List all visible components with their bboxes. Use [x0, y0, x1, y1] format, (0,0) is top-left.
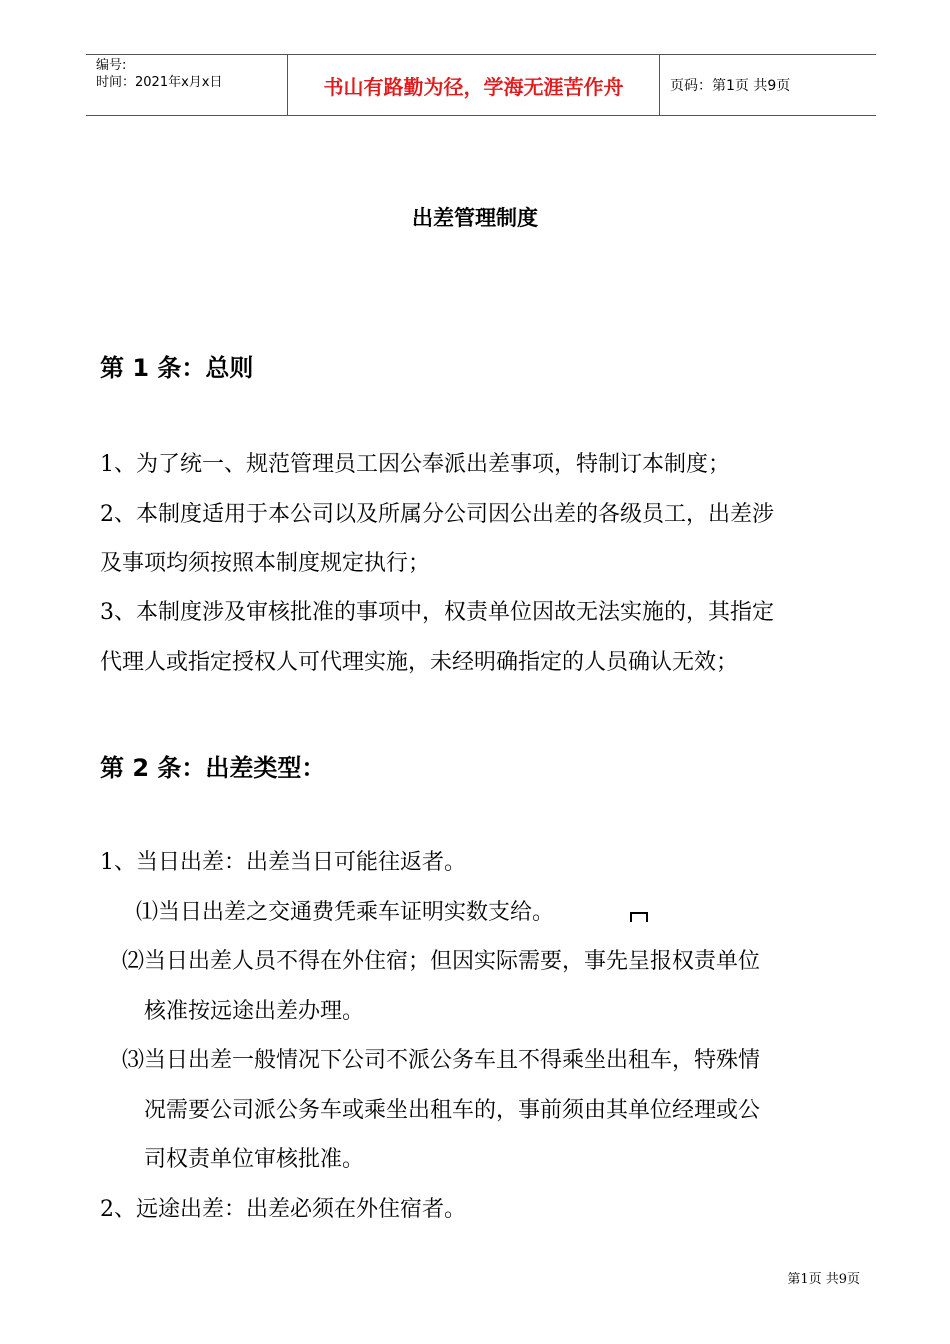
header-page-label: 页码：第1页 共9页: [670, 78, 791, 94]
article-2-line-7: 司权责单位审核批准。: [144, 1147, 365, 1172]
page-header: [86, 54, 876, 116]
header-meta: [86, 55, 288, 115]
article-1-line-1: 1、为了统一、规范管理员工因公奉派出差事项，特制订本制度；: [100, 452, 730, 477]
article-1-line-4: 3、本制度涉及审核批准的事项中，权责单位因故无法实施的，其指定: [100, 600, 774, 625]
article-2-line-5: ⑶当日出差一般情况下公司不派公务车且不得乘坐出租车，特殊情: [122, 1048, 761, 1073]
article-2-line-3: ⑵当日出差人员不得在外住宿；但因实际需要，事先呈报权责单位: [122, 949, 761, 974]
article-2-heading: 第 2 条：出差类型：: [100, 754, 326, 782]
document-number-label: 编号:: [96, 58, 127, 73]
header-motto: 书山有路勤为径，学海无涯苦作舟: [288, 55, 660, 115]
document-time-label: 时间：2021年x月x日: [96, 75, 223, 90]
article-1-line-2: 2、本制度适用于本公司以及所属分公司因公出差的各级员工，出差涉: [100, 502, 774, 527]
article-1-line-3: 及事项均须按照本制度规定执行；: [100, 551, 431, 576]
article-2-line-4: 核准按远途出差办理。: [144, 999, 365, 1024]
revision-mark-icon: [630, 912, 648, 922]
page-footer: 第1页 共9页: [787, 1272, 860, 1287]
article-2-line-1: 1、当日出差：出差当日可能往返者。: [100, 850, 466, 875]
article-2-line-8: 2、远途出差：出差必须在外住宿者。: [100, 1197, 466, 1222]
article-1-heading: 第 1 条：总则: [100, 354, 254, 382]
article-2-line-6: 况需要公司派公务车或乘坐出租车的，事前须由其单位经理或公: [144, 1098, 761, 1123]
article-2-line-2: ⑴当日出差之交通费凭乘车证明实数支给。: [136, 900, 555, 925]
document-title: 出差管理制度: [412, 206, 538, 230]
article-1-line-5: 代理人或指定授权人可代理实施，未经明确指定的人员确认无效；: [100, 650, 739, 675]
